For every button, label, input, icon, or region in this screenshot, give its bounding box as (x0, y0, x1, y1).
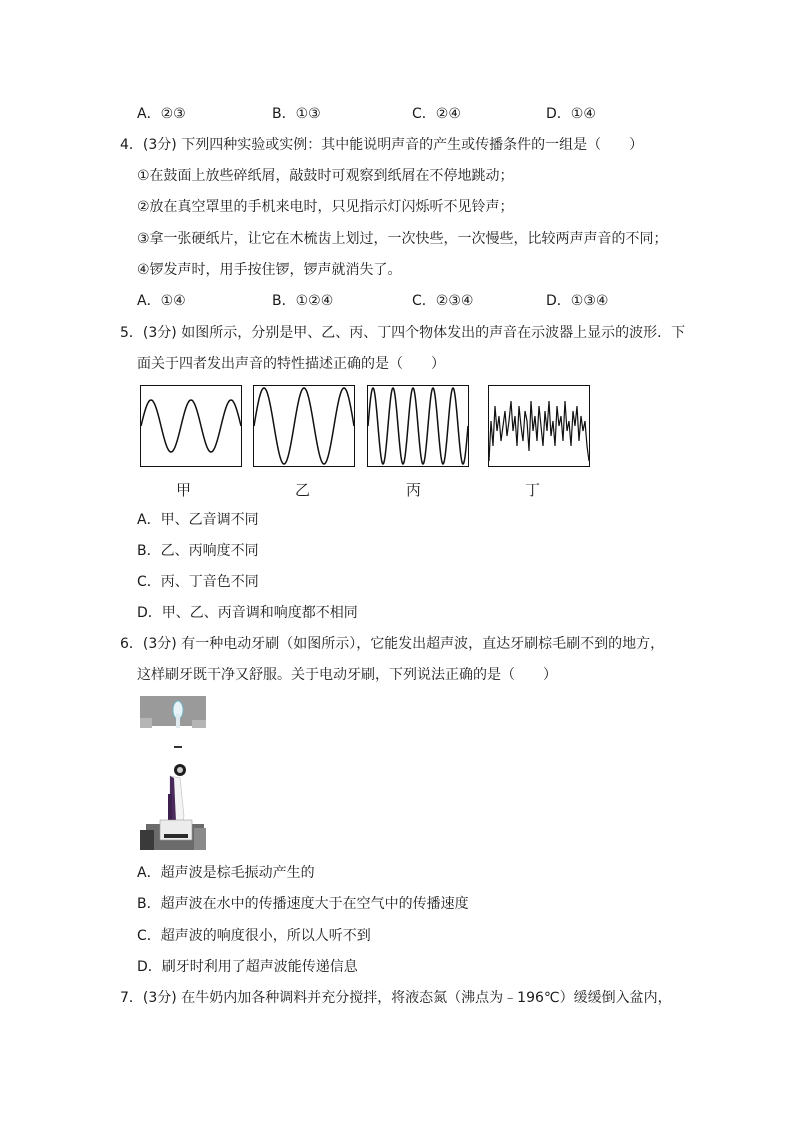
waveform-yi (253, 385, 355, 467)
q6-option-b: B．超声波在水中的传播速度大于在空气中的传播速度 (137, 896, 469, 912)
q5-option-c: C．丙、丁音色不同 (137, 574, 259, 590)
waveform-bing-curve (368, 388, 468, 464)
q4-item-3: ③拿一张硬纸片，让它在木梳齿上划过，一次快些，一次慢些，比较两声声音的不同； (137, 231, 668, 247)
electric-toothbrush-image (140, 696, 208, 850)
q4-option-b: B．①②④ (272, 293, 334, 309)
waveform-bing-plot (368, 386, 468, 466)
electric-toothbrush-drawing (140, 696, 208, 850)
waveform-label-jia: 甲 (176, 481, 192, 499)
q6-stem-line1: 6．(3分) 有一种电动牙刷（如图所示），它能发出超声波，直达牙刷棕毛刷不到的地方， (120, 636, 665, 652)
q3-option-a: A．②③ (137, 106, 186, 122)
q5-stem-line1: 5．(3分) 如图所示，分别是甲、乙、丙、丁四个物体发出的声音在示波器上显示的波形．下 (120, 325, 686, 341)
q6-stem-line2: 这样刷牙既干净又舒服。关于电动牙刷，下列说法正确的是（ ） (137, 667, 557, 683)
waveform-label-ding: 丁 (525, 481, 541, 499)
waveform-bing (367, 385, 469, 467)
q5-option-b: B．乙、丙响度不同 (137, 543, 259, 559)
q3-option-b: B．①③ (272, 106, 321, 122)
waveform-yi-curve (254, 388, 354, 464)
q4-option-d: D．①③④ (546, 293, 609, 309)
q4-item-4: ④锣发声时，用手按住锣，锣声就消失了。 (137, 262, 402, 278)
waveform-jia (140, 385, 242, 467)
q4-stem: 4．(3分) 下列四种实验或实例：其中能说明声音的产生或传播条件的一组是（ ） (120, 137, 644, 153)
q6-option-d: D．刷牙时利用了超声波能传递信息 (137, 959, 358, 975)
waveform-yi-plot (254, 386, 354, 466)
waveform-ding-curve (489, 401, 589, 461)
q7-stem-line1: 7．(3分) 在牛奶内加各种调料并充分搅拌，将液态氮（沸点为﹣196℃）缓缓倒入盆内， (120, 990, 672, 1006)
q5-stem-line2: 面关于四者发出声音的特性描述正确的是（ ） (137, 356, 445, 372)
q4-option-a: A．①④ (137, 293, 186, 309)
waveform-label-bing: 丙 (406, 481, 422, 499)
q5-option-d: D．甲、乙、丙音调和响度都不相同 (137, 605, 358, 621)
q3-option-c: C．②④ (412, 106, 461, 122)
waveform-jia-curve (141, 400, 241, 452)
q6-option-a: A．超声波是棕毛振动产生的 (137, 865, 315, 881)
q4-item-1: ①在鼓面上放些碎纸屑，敲鼓时可观察到纸屑在不停地跳动； (137, 168, 514, 184)
q3-option-d: D．①④ (546, 106, 596, 122)
waveform-ding-plot (489, 386, 589, 466)
waveform-jia-plot (141, 386, 241, 466)
waveform-ding (488, 385, 590, 467)
q4-item-2: ②放在真空罩里的手机来电时，只见指示灯闪烁听不见铃声； (137, 199, 514, 215)
q6-option-c: C．超声波的响度很小，所以人听不到 (137, 928, 371, 944)
waveform-label-yi: 乙 (295, 481, 311, 499)
q4-option-c: C．②③④ (412, 293, 474, 309)
q5-option-a: A．甲、乙音调不同 (137, 512, 259, 528)
